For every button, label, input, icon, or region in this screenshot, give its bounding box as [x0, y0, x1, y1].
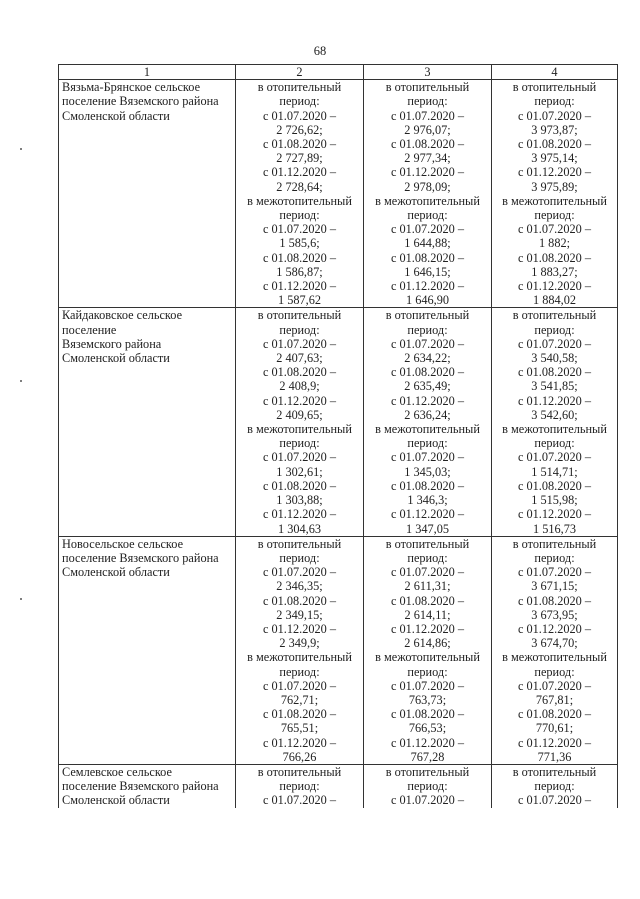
tariff-table — [58, 64, 618, 808]
tariff-line: с 01.07.2020 – — [390, 222, 465, 237]
tariff-line: 762,71; — [280, 692, 319, 707]
tariff-line: 3 975,14; — [531, 151, 578, 166]
tariff-line: с 01.08.2020 – — [262, 137, 337, 152]
tariff-line: 2 408,9; — [279, 379, 320, 394]
tariff-line: с 01.08.2020 – — [262, 478, 337, 493]
tariff-line: с 01.12.2020 – — [517, 279, 592, 294]
settlement-name-line: Семлевское сельское — [62, 764, 172, 779]
tariff-line: с 01.12.2020 – — [517, 621, 592, 636]
tariff-line: 1 646,90 — [405, 293, 450, 308]
tariff-line: в отопительный — [385, 308, 470, 323]
tariff-line: в межотопительный — [502, 193, 607, 208]
tariff-line: 2 727,89; — [276, 151, 323, 166]
tariff-line: с 01.12.2020 – — [262, 621, 337, 636]
tariff-line: 2 611,31; — [404, 579, 451, 594]
tariff-line: 765,51; — [280, 721, 319, 736]
tariff-line: в отопительный — [385, 536, 470, 551]
tariff-cell-col-4 — [492, 308, 618, 536]
tariff-line: 2 407,63; — [276, 351, 323, 366]
tariff-line: с 01.08.2020 – — [390, 707, 465, 722]
tariff-line: период: — [279, 664, 320, 679]
tariff-line: с 01.07.2020 – — [390, 678, 465, 693]
tariff-line: с 01.12.2020 – — [390, 735, 465, 750]
tariff-line: с 01.12.2020 – — [262, 165, 337, 180]
tariff-line: с 01.07.2020 – — [517, 565, 592, 580]
tariff-line: 2 349,15; — [276, 607, 323, 622]
tariff-line: период: — [279, 436, 320, 451]
tariff-line: с 01.07.2020 – — [390, 450, 465, 465]
tariff-line: с 01.12.2020 – — [390, 279, 465, 294]
tariff-line: с 01.08.2020 – — [390, 137, 465, 152]
tariff-line: в отопительный — [257, 536, 342, 551]
tariff-line: с 01.07.2020 – — [262, 793, 337, 808]
tariff-line: в отопительный — [257, 80, 342, 95]
tariff-line: 1 347,05 — [405, 521, 450, 536]
tariff-line: с 01.12.2020 – — [390, 621, 465, 636]
tariff-line: 1 303,88; — [276, 493, 323, 508]
tariff-line: с 01.07.2020 – — [262, 108, 337, 123]
tariff-line: 763,73; — [408, 692, 447, 707]
tariff-line: с 01.12.2020 – — [262, 735, 337, 750]
tariff-line: с 01.08.2020 – — [517, 137, 592, 152]
tariff-cell-col-3 — [364, 80, 492, 308]
tariff-line: в отопительный — [512, 308, 597, 323]
tariff-line: в межотопительный — [502, 650, 607, 665]
tariff-line: с 01.08.2020 – — [262, 707, 337, 722]
tariff-line: с 01.07.2020 – — [517, 108, 592, 123]
tariff-line: с 01.08.2020 – — [517, 365, 592, 380]
tariff-line: с 01.12.2020 – — [517, 735, 592, 750]
tariff-line: 1 304,63 — [277, 521, 322, 536]
table-row — [59, 80, 618, 308]
tariff-line: в отопительный — [512, 764, 597, 779]
tariff-line: с 01.08.2020 – — [262, 250, 337, 265]
tariff-line: 2 636,24; — [404, 407, 451, 422]
tariff-line: в отопительный — [512, 536, 597, 551]
tariff-line: с 01.12.2020 – — [390, 165, 465, 180]
tariff-line: 1 345,03; — [404, 464, 451, 479]
tariff-line: 2 409,65; — [276, 407, 323, 422]
tariff-line: 1 514,71; — [531, 464, 578, 479]
table-row — [59, 764, 618, 807]
tariff-line: с 01.07.2020 – — [262, 336, 337, 351]
tariff-line: 1 586,87; — [276, 264, 323, 279]
tariff-line: 766,53; — [408, 721, 447, 736]
tariff-line: с 01.12.2020 – — [517, 393, 592, 408]
tariff-line: период: — [534, 94, 575, 109]
header-row — [59, 65, 618, 80]
tariff-line: 2 976,07; — [404, 122, 451, 137]
settlement-name-cell — [59, 308, 236, 536]
tariff-line: 3 542,60; — [531, 407, 578, 422]
settlement-name-cell — [59, 764, 236, 807]
tariff-cell-col-2 — [236, 80, 364, 308]
tariff-line: с 01.12.2020 – — [262, 279, 337, 294]
tariff-line: 1 515,98; — [531, 493, 578, 508]
tariff-line: с 01.07.2020 – — [517, 222, 592, 237]
tariff-line: в межотопительный — [247, 193, 352, 208]
tariff-line: период: — [279, 208, 320, 223]
tariff-line: с 01.07.2020 – — [390, 336, 465, 351]
table-row — [59, 308, 618, 536]
tariff-line: 2 978,09; — [404, 179, 451, 194]
tariff-line: с 01.07.2020 – — [517, 678, 592, 693]
tariff-line: период: — [534, 208, 575, 223]
tariff-cell-col-2 — [236, 308, 364, 536]
scan-speck — [20, 598, 22, 600]
tariff-cell-col-4 — [492, 536, 618, 764]
header-cell-3: 3 — [364, 65, 492, 80]
tariff-line: в межотопительный — [247, 422, 352, 437]
tariff-line: период: — [407, 94, 448, 109]
tariff-line: в отопительный — [385, 80, 470, 95]
tariff-line: с 01.07.2020 – — [517, 336, 592, 351]
tariff-line: с 01.08.2020 – — [517, 478, 592, 493]
tariff-line: с 01.07.2020 – — [517, 793, 592, 808]
tariff-line: в межотопительный — [375, 193, 480, 208]
settlement-name-cell — [59, 80, 236, 308]
tariff-line: с 01.08.2020 – — [517, 707, 592, 722]
tariff-line: период: — [407, 436, 448, 451]
tariff-line: 766,26 — [282, 749, 317, 764]
tariff-line: с 01.07.2020 – — [517, 450, 592, 465]
tariff-line: с 01.08.2020 – — [390, 365, 465, 380]
tariff-cell-col-3 — [364, 308, 492, 536]
tariff-line: 1 882; — [538, 236, 571, 251]
tariff-line: период: — [279, 779, 320, 794]
tariff-line: 3 673,95; — [531, 607, 578, 622]
tariff-line: в отопительный — [257, 764, 342, 779]
tariff-line: в межотопительный — [247, 650, 352, 665]
tariff-line: период: — [407, 550, 448, 565]
settlement-name-line: Вязьма-Брянское сельское — [62, 80, 201, 95]
settlement-name-line: Новосельское сельское — [62, 536, 184, 551]
tariff-line: период: — [407, 779, 448, 794]
tariff-line: с 01.08.2020 – — [262, 365, 337, 380]
tariff-line: с 01.07.2020 – — [390, 793, 465, 808]
tariff-line: с 01.12.2020 – — [262, 507, 337, 522]
tariff-line: период: — [407, 322, 448, 337]
header-cell-4: 4 — [492, 65, 618, 80]
tariff-line: с 01.08.2020 – — [390, 478, 465, 493]
tariff-line: 2 346,35; — [276, 579, 323, 594]
tariff-line: период: — [534, 436, 575, 451]
tariff-line: с 01.12.2020 – — [517, 165, 592, 180]
tariff-line: с 01.07.2020 – — [262, 678, 337, 693]
settlement-name-line: Смоленской области — [62, 565, 170, 580]
tariff-line: с 01.08.2020 – — [262, 593, 337, 608]
tariff-line: с 01.12.2020 – — [390, 507, 465, 522]
tariff-line: 3 671,15; — [531, 579, 578, 594]
tariff-line: с 01.08.2020 – — [517, 593, 592, 608]
settlement-name-line: Кайдаковское сельское — [62, 308, 183, 323]
tariff-line: период: — [279, 550, 320, 565]
settlement-name-line: поселение Вяземского района — [62, 779, 219, 794]
tariff-line: с 01.12.2020 – — [390, 393, 465, 408]
tariff-cell-col-3 — [364, 764, 492, 807]
tariff-line: в межотопительный — [502, 422, 607, 437]
tariff-line: 1 884,02 — [532, 293, 577, 308]
settlement-name-line: поселение — [62, 322, 117, 337]
settlement-name-line: поселение Вяземского района — [62, 550, 219, 565]
tariff-line: 3 674,70; — [531, 636, 578, 651]
tariff-cell-col-3 — [364, 536, 492, 764]
tariff-line: 1 646,15; — [404, 264, 451, 279]
tariff-line: 2 977,34; — [404, 151, 451, 166]
tariff-line: 771,36 — [537, 749, 572, 764]
tariff-line: период: — [279, 94, 320, 109]
tariff-line: 1 302,61; — [276, 464, 323, 479]
tariff-line: в отопительный — [257, 308, 342, 323]
scan-speck — [20, 380, 22, 382]
tariff-line: период: — [534, 550, 575, 565]
tariff-line: с 01.08.2020 – — [390, 593, 465, 608]
tariff-line: 3 975,89; — [531, 179, 578, 194]
tariff-line: период: — [407, 664, 448, 679]
settlement-name-line: Смоленской области — [62, 108, 170, 123]
tariff-line: 1 587,62 — [277, 293, 322, 308]
tariff-line: 1 516,73 — [532, 521, 577, 536]
header-cell-1: 1 — [59, 65, 236, 80]
tariff-line: период: — [534, 664, 575, 679]
tariff-line: с 01.08.2020 – — [390, 250, 465, 265]
settlement-name-line: Вяземского района — [62, 336, 162, 351]
scan-speck — [20, 148, 22, 150]
tariff-line: период: — [279, 322, 320, 337]
table-row — [59, 536, 618, 764]
settlement-name-cell — [59, 536, 236, 764]
settlement-name-line: Смоленской области — [62, 351, 170, 366]
tariff-line: 2 614,11; — [404, 607, 451, 622]
tariff-cell-col-4 — [492, 80, 618, 308]
tariff-line: 3 541,85; — [531, 379, 578, 394]
tariff-line: с 01.07.2020 – — [262, 450, 337, 465]
tariff-line: 1 644,88; — [404, 236, 451, 251]
page-number: 68 — [313, 44, 327, 58]
tariff-line: в отопительный — [512, 80, 597, 95]
tariff-line: 1 585,6; — [279, 236, 320, 251]
tariff-line: 767,81; — [535, 692, 574, 707]
tariff-line: в отопительный — [385, 764, 470, 779]
tariff-line: 2 634,22; — [404, 351, 451, 366]
tariff-cell-col-4 — [492, 764, 618, 807]
tariff-line: 1 346,3; — [407, 493, 448, 508]
tariff-line: с 01.12.2020 – — [262, 393, 337, 408]
tariff-line: период: — [534, 322, 575, 337]
tariff-cell-col-2 — [236, 764, 364, 807]
tariff-line: с 01.07.2020 – — [390, 565, 465, 580]
tariff-line: 770,61; — [535, 721, 574, 736]
tariff-cell-col-2 — [236, 536, 364, 764]
tariff-line: 1 883,27; — [531, 264, 578, 279]
tariff-line: с 01.07.2020 – — [262, 565, 337, 580]
tariff-line: 3 973,87; — [531, 122, 578, 137]
tariff-line: с 01.12.2020 – — [517, 507, 592, 522]
tariff-line: период: — [534, 779, 575, 794]
tariff-line: 767,28 — [410, 749, 445, 764]
settlement-name-line: поселение Вяземского района — [62, 94, 219, 109]
settlement-name-line: Смоленской области — [62, 793, 170, 808]
tariff-line: с 01.07.2020 – — [390, 108, 465, 123]
tariff-line: 2 726,62; — [276, 122, 323, 137]
tariff-line: 2 349,9; — [279, 636, 320, 651]
tariff-line: 2 728,64; — [276, 179, 323, 194]
tariff-line: 2 614,86; — [404, 636, 451, 651]
tariff-line: период: — [407, 208, 448, 223]
tariff-line: с 01.08.2020 – — [517, 250, 592, 265]
tariff-line: в межотопительный — [375, 650, 480, 665]
header-cell-2: 2 — [236, 65, 364, 80]
tariff-line: в межотопительный — [375, 422, 480, 437]
tariff-line: 3 540,58; — [531, 351, 578, 366]
tariff-line: с 01.07.2020 – — [262, 222, 337, 237]
tariff-line: 2 635,49; — [404, 379, 451, 394]
